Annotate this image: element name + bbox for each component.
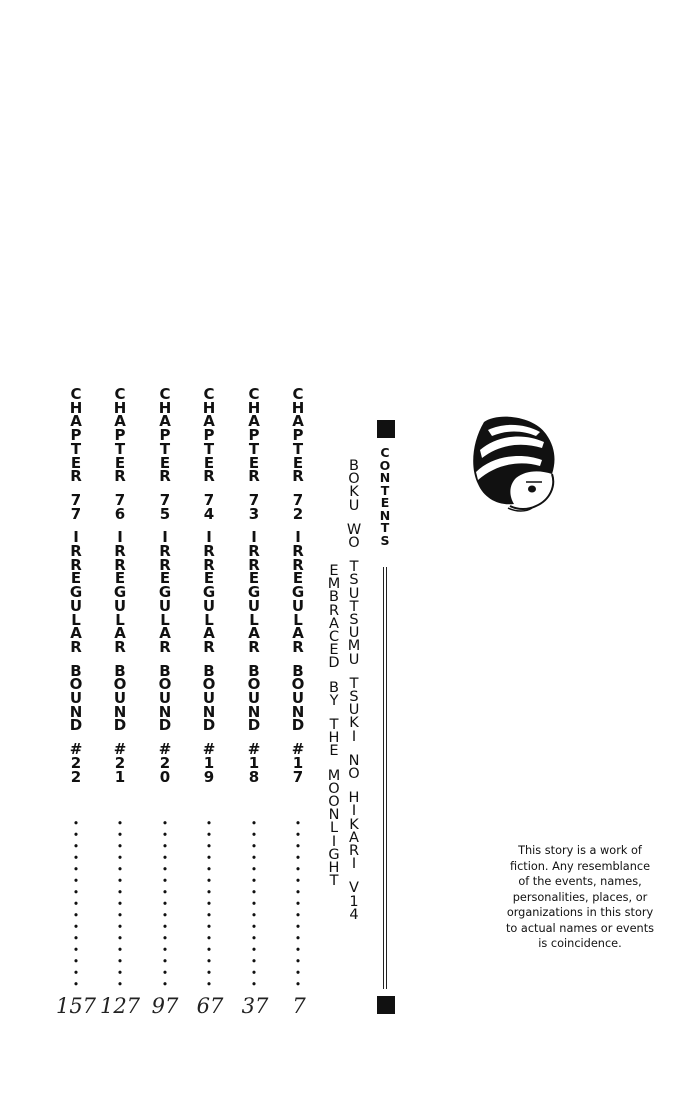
page-number-77: 157 [55, 994, 97, 1018]
contents-heading: C O N T E N T S [379, 445, 391, 548]
chapter-entry-76[interactable]: C H A P T E R 7 6 I R R E G U L A R B O U N D # 2 1 [113, 385, 127, 786]
leader-dots-73 [252, 817, 256, 989]
page-number-75: 97 [151, 994, 179, 1018]
chapter-entry-77[interactable]: C H A P T E R 7 7 I R R E G U L A R B O U N D # 2 2 [69, 385, 83, 786]
chapter-entry-75[interactable]: C H A P T E R 7 5 I R R E G U L A R B O U N D # 2 0 [158, 385, 172, 786]
series-subtitle: E M B R A C E D B Y T H E M O O N L I G H T [327, 563, 341, 890]
leader-dots-75 [163, 817, 167, 989]
leader-dots-76 [118, 817, 122, 989]
chapter-entry-74[interactable]: C H A P T E R 7 4 I R R E G U L A R B O U N D # 1 9 [202, 385, 216, 786]
chapter-entry-72[interactable]: C H A P T E R 7 2 I R R E G U L A R B O U N D # 1 7 [291, 385, 305, 786]
top-square-marker [377, 420, 395, 438]
disclaimer-line: fiction. Any resemblance [509, 859, 651, 873]
disclaimer-line: of the events, names, [518, 875, 642, 888]
contents-double-rule [383, 567, 387, 989]
stylized-face-hair-swirl-icon [470, 412, 562, 516]
disclaimer-line: is coincidence. [538, 937, 622, 950]
disclaimer-line: personalities, places, or [512, 890, 648, 904]
disclaimer-line: organizations in this story [506, 906, 654, 919]
leader-dots-77 [74, 817, 78, 989]
leader-dots-72 [296, 817, 300, 989]
page-number-72: 7 [292, 994, 306, 1018]
disclaimer-line: This story is a work of [518, 844, 642, 857]
page-number-76: 127 [99, 994, 141, 1018]
chapter-entry-73[interactable]: C H A P T E R 7 3 I R R E G U L A R B O U N D # 1 8 [247, 385, 261, 786]
series-title: B O K U W O T S U T S U M U T S U K I N O H I K A R I V 1 4 [346, 458, 362, 923]
page-number-74: 67 [196, 994, 224, 1018]
disclaimer-line: to actual names or events [505, 921, 655, 935]
page-number-73: 37 [241, 994, 269, 1018]
fiction-disclaimer [480, 843, 680, 952]
bottom-square-marker [377, 996, 395, 1014]
leader-dots-74 [207, 817, 211, 989]
